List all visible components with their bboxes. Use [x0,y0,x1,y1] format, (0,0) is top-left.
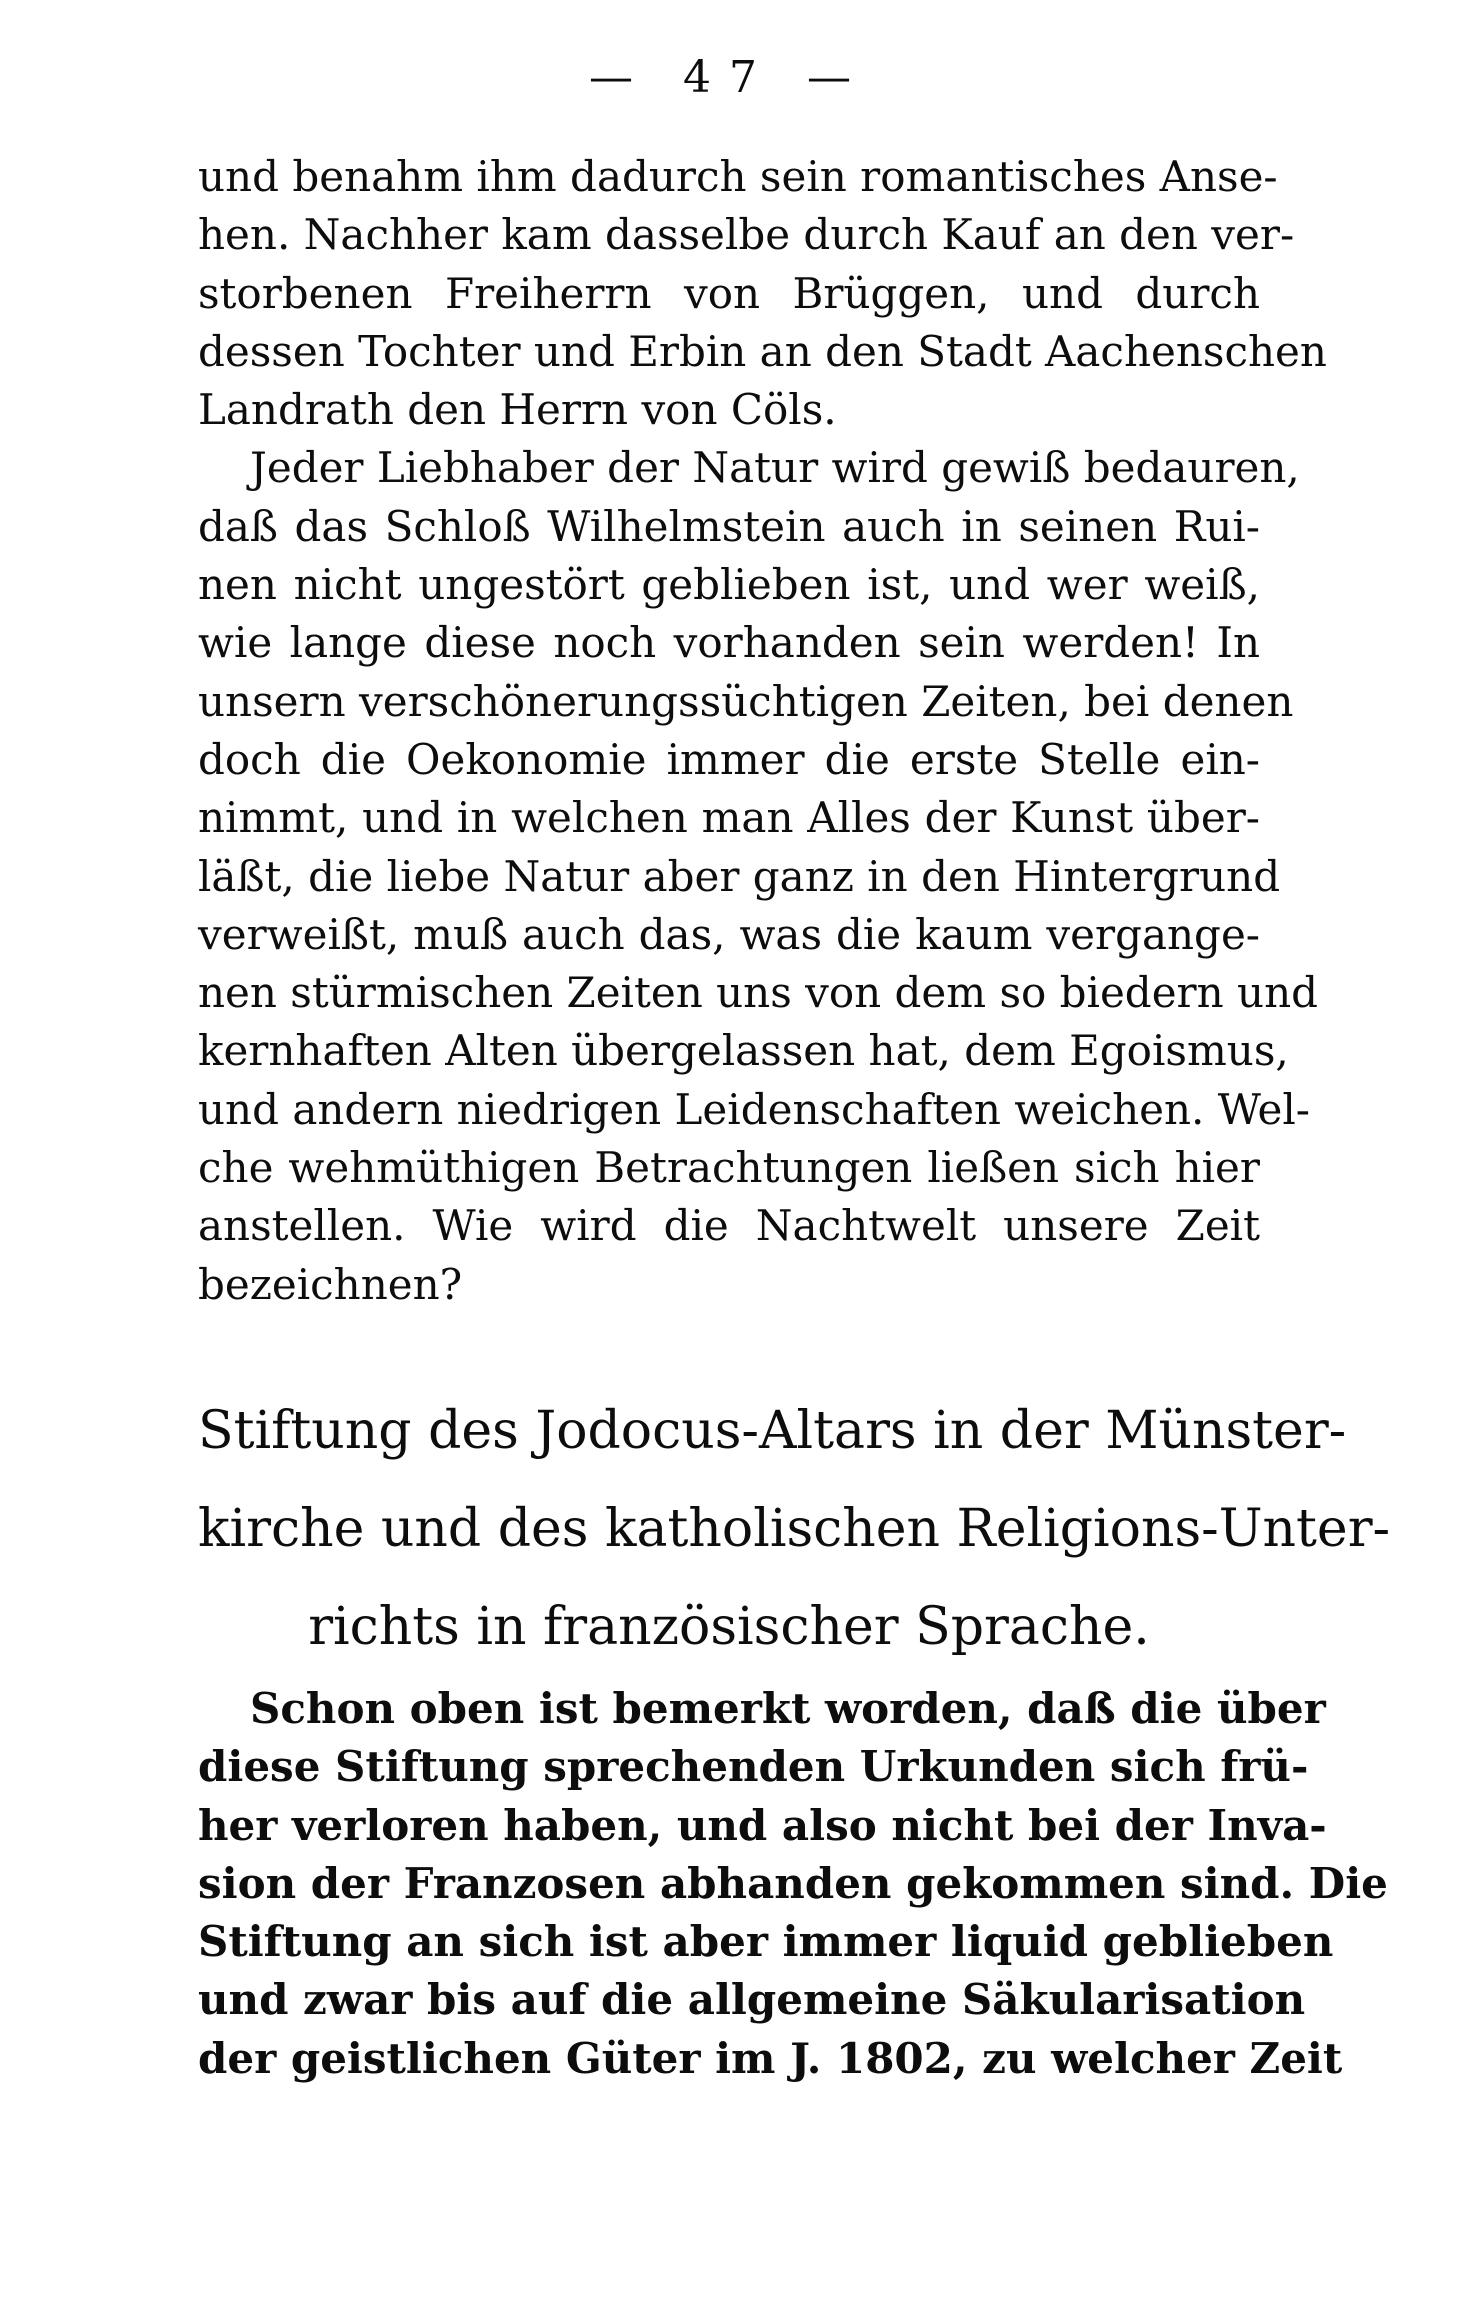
text-line: und zwar bis auf die allgemeine Säkularisation [198,1975,1306,2025]
text-line: unsern verschönerungssüchtigen Zeiten, bei denen [198,676,1294,726]
text-line: und benahm ihm dadurch sein romantisches Anse- [198,152,1278,201]
text-line: der geistlichen Güter im J. 1802, zu welcher Zeit [198,2033,1343,2083]
heading-line: richts in französischer Sprache. [308,1597,1150,1657]
text-line: che wehmüthigen Betrachtungen ließen sich hier [198,1143,1260,1193]
body-text-top [198,148,1327,1314]
text-line: und andern niedrigen Leidenschaften weichen. Wel- [198,1084,1310,1134]
text-line: wie lange diese noch vorhanden sein werden! In [198,618,1260,668]
page-number: — 47 — [589,52,869,103]
text-line: Stiftung an sich ist aber immer liquid geblieben [198,1917,1334,1967]
heading-line: Stiftung des Jodocus-Altars in der Münster- [198,1401,1347,1461]
text-line: Schon oben ist bemerkt worden, daß die über [250,1684,1326,1733]
text-line: nimmt, und in welchen man Alles der Kunst über- [198,793,1260,843]
text-line: hen. Nachher kam dasselbe durch Kauf an den ver- [198,210,1295,260]
text-line: Landrath den Herrn von Cöls. [198,385,837,435]
heading-line: kirche und des katholischen Religions-Unter- [198,1499,1391,1559]
text-line: kernhaften Alten übergelassen hat, dem Egoismus, [198,1026,1289,1076]
text-line: anstellen. Wie wird die Nachtwelt unsere Zeit [198,1201,1260,1251]
text-line: sion der Franzosen abhanden gekommen sind. Die [198,1858,1388,1908]
body-text-bottom [198,1680,1388,2088]
text-line: dessen Tochter und Erbin an den Stadt Aachenschen [198,326,1327,376]
text-line: nen nicht ungestört geblieben ist, und wer weiß, [198,560,1260,610]
text-line: läßt, die liebe Natur aber ganz in den Hintergrund [198,851,1281,901]
section-heading [198,1382,1391,1676]
text-line: nen stürmischen Zeiten uns von dem so biedern und [198,968,1319,1018]
text-line: diese Stiftung sprechenden Urkunden sich frü- [198,1742,1309,1792]
text-line: daß das Schloß Wilhelmstein auch in seinen Rui- [198,501,1260,551]
text-line: her verloren haben, und also nicht bei der Inva- [198,1800,1327,1850]
text-line: storbenen Freiherrn von Brüggen, und durch [198,268,1260,318]
text-line: doch die Oekonomie immer die erste Stelle ein- [198,734,1260,784]
text-line: Jeder Liebhaber der Natur wird gewiß bedauren, [250,443,1300,493]
text-line: bezeichnen? [198,1259,463,1309]
text-line: verweißt, muß auch das, was die kaum vergange- [198,909,1260,959]
